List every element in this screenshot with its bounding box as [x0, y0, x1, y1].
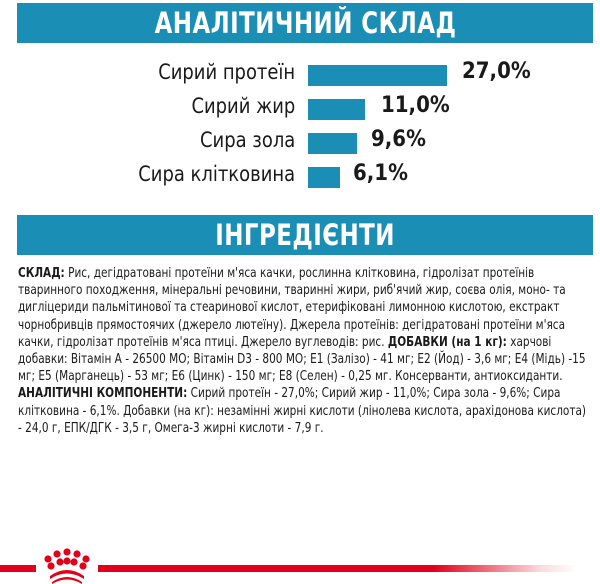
- composition-label: СКЛАД:: [18, 265, 65, 281]
- chart-row-fat: [0, 93, 600, 120]
- ingredients-title: ІНГРЕДІЄНТИ: [215, 218, 395, 252]
- chart-bar: [308, 65, 447, 86]
- crown-icon: [40, 548, 94, 584]
- composition-text: Рис, дегідратовані протеїни м'яса качки, рослинна клітковина, гідролізат протеїнів тваринного походження, мінеральні речовини, тваринні жири, риб'ячий жир, соєва олія, моно- та дигліцериди пальмітинової та стеаринової кислот, етерифіковані лимонною кислотою, екстракт чорнобривців прямостоячих (джерело лютеїну). Джерела протеїнів: дегідратовані протеїни м'яса качки, гідролізат протеїнів м'яса птиці. Джерело вуглеводів: рис.: [18, 265, 566, 350]
- additives-text: харчові добавки: Вітамін А - 26500 МО; Вітамін D3 - 800 МО; Е1 (Залізо) - 41 мг; Е2 (Йод) - 3,6 мг; Е4 (Мідь) -15 мг; Е5 (Марганець) - 53 мг; Е6 (Цинк) - 150 мг; Е8 (Селен) - 0,25 мг. Консерванти, антиоксиданти.: [18, 333, 586, 385]
- chart-value: 27,0%: [462, 59, 531, 84]
- chart-label: Сирий протеїн: [158, 60, 295, 84]
- chart-bar: [308, 133, 357, 154]
- red-line-right: [98, 565, 578, 572]
- chart-row-protein: [0, 59, 600, 86]
- chart-label: Сирий жир: [191, 94, 295, 118]
- chart-bar: [308, 167, 340, 188]
- ingredients-banner: [17, 215, 593, 255]
- chart-row-fiber: [0, 161, 600, 188]
- analytical-components-label: АНАЛІТИЧНІ КОМПОНЕНТИ:: [18, 385, 188, 402]
- analytical-composition-banner: [17, 3, 593, 43]
- chart-value: 6,1%: [353, 161, 408, 186]
- chart-label: Сира клітковина: [138, 162, 295, 186]
- chart-label: Сира зола: [199, 128, 295, 152]
- analytical-composition-title: АНАЛІТИЧНИЙ СКЛАД: [154, 6, 456, 40]
- chart-value: 9,6%: [371, 127, 426, 152]
- chart-row-ash: [0, 127, 600, 154]
- additives-label: ДОБАВКИ (на 1 кг):: [387, 333, 507, 350]
- analytical-components-text: Сирий протеїн - 27,0%; Сирий жир - 11,0%; Сира зола - 9,6%; Сира клітковина - 6,1%. Добавки (на кг): незамінні жирні кислоти (лінолева кислота, арахідонова кислота) - 24,0 г, ЕПК/ДГК - 3,5 г, Омега-3 жирні кислоти - 7,9 г.: [18, 385, 587, 436]
- chart-value: 11,0%: [381, 93, 450, 118]
- ingredients-text-block: [18, 265, 593, 437]
- ingredients-paragraph: [18, 265, 592, 437]
- chart-bar: [308, 99, 365, 120]
- red-line-left: [0, 565, 36, 572]
- brand-footer: [0, 556, 600, 583]
